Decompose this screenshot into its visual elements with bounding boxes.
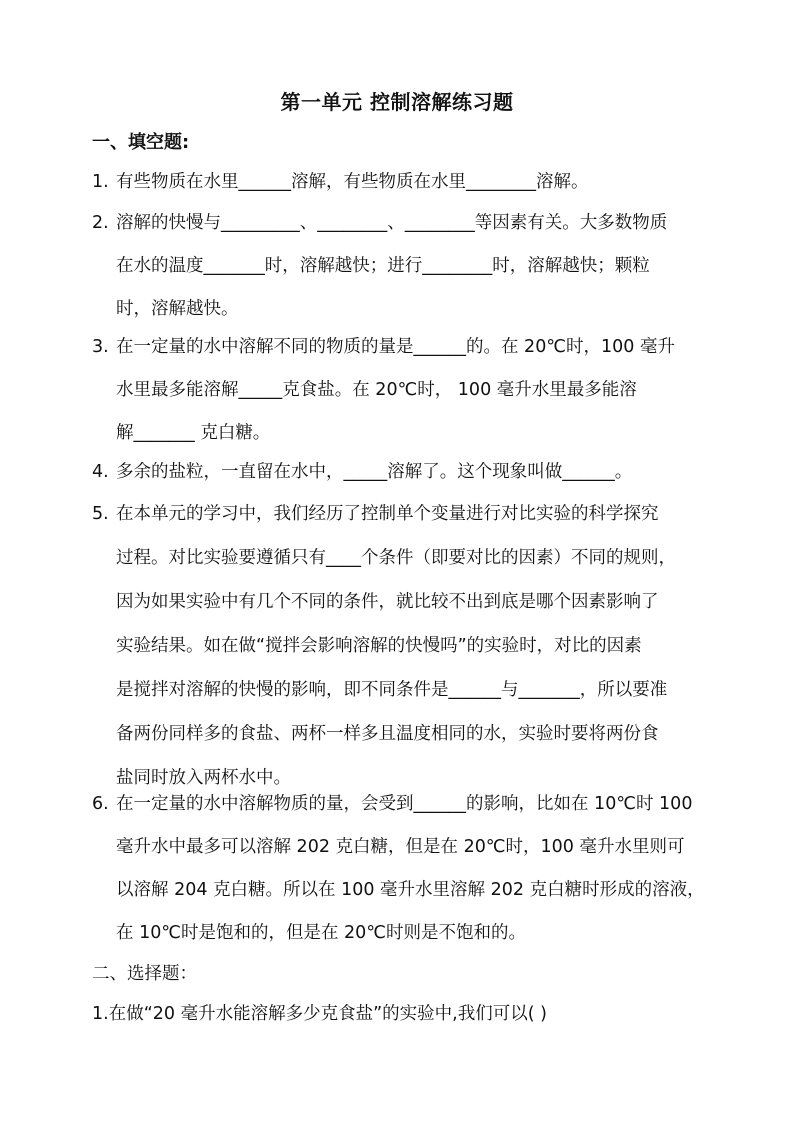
question-line: 以溶解 204 克白糖。所以在 100 毫升水里溶解 202 克白糖时形成的溶液，	[116, 880, 705, 900]
question-number: 1.	[92, 172, 109, 192]
question-number: 3.	[92, 337, 109, 357]
question-line: 多余的盐粒，一直留在水中，_____溶解了。这个现象叫做______。	[116, 462, 633, 482]
question-line: 时，溶解越快。	[116, 299, 239, 319]
question-line: 毫升水中最多可以溶解 202 克白糖，但是在 20℃时，100 毫升水里则可	[116, 837, 685, 857]
question-number: 6.	[92, 794, 109, 814]
question-line: 是搅拌对溶解的快慢的影响，即不同条件是______与_______，所以要准	[116, 680, 668, 700]
question-number: 5.	[92, 504, 109, 524]
question-line: 盐同时放入两杯水中。	[116, 768, 291, 788]
question-line: 在一定量的水中溶解不同的物质的量是______的。在 20℃时，100 毫升	[116, 337, 675, 357]
question-number: 2.	[92, 213, 109, 233]
question-line: 解_______ 克白糖。	[116, 423, 271, 443]
section-fill-in-blank-heading: 一、填空题:	[92, 132, 190, 153]
question-line: 在 10℃时是饱和的，但是在 20℃时则是不饱和的。	[116, 923, 526, 943]
question-line: 有些物质在水里______溶解，有些物质在水里________溶解。	[116, 172, 589, 192]
question-line: 1.在做“20 毫升水能溶解多少克食盐”的实验中,我们可以( )	[92, 1004, 547, 1024]
question-number: 4.	[92, 462, 109, 482]
question-line: 水里最多能溶解_____克食盐。在 20℃时， 100 毫升水里最多能溶	[116, 380, 637, 400]
question-line: 备两份同样多的食盐、两杯一样多且温度相同的水，实验时要将两份食	[116, 724, 659, 744]
question-line: 溶解的快慢与_________、________、________等因素有关。大多数物质	[116, 213, 668, 233]
question-line: 在一定量的水中溶解物质的量，会受到______的影响，比如在 10℃时 100	[116, 794, 693, 814]
question-line: 在本单元的学习中，我们经历了控制单个变量进行对比实验的科学探究	[116, 504, 659, 524]
question-line: 因为如果实验中有几个不同的条件，就比较不出到底是哪个因素影响了	[116, 592, 659, 612]
section-multiple-choice-heading: 二、选择题：	[92, 964, 197, 984]
page-title: 第一单元 控制溶解练习题	[280, 90, 514, 114]
question-line: 在水的温度_______时，溶解越快；进行________时，溶解越快；颗粒	[116, 256, 650, 276]
question-line: 实验结果。如在做“搅拌会影响溶解的快慢吗”的实验时，对比的因素	[116, 636, 642, 656]
question-line: 过程。对比实验要遵循只有____个条件（即要对比的因素）不同的规则，	[116, 548, 676, 568]
